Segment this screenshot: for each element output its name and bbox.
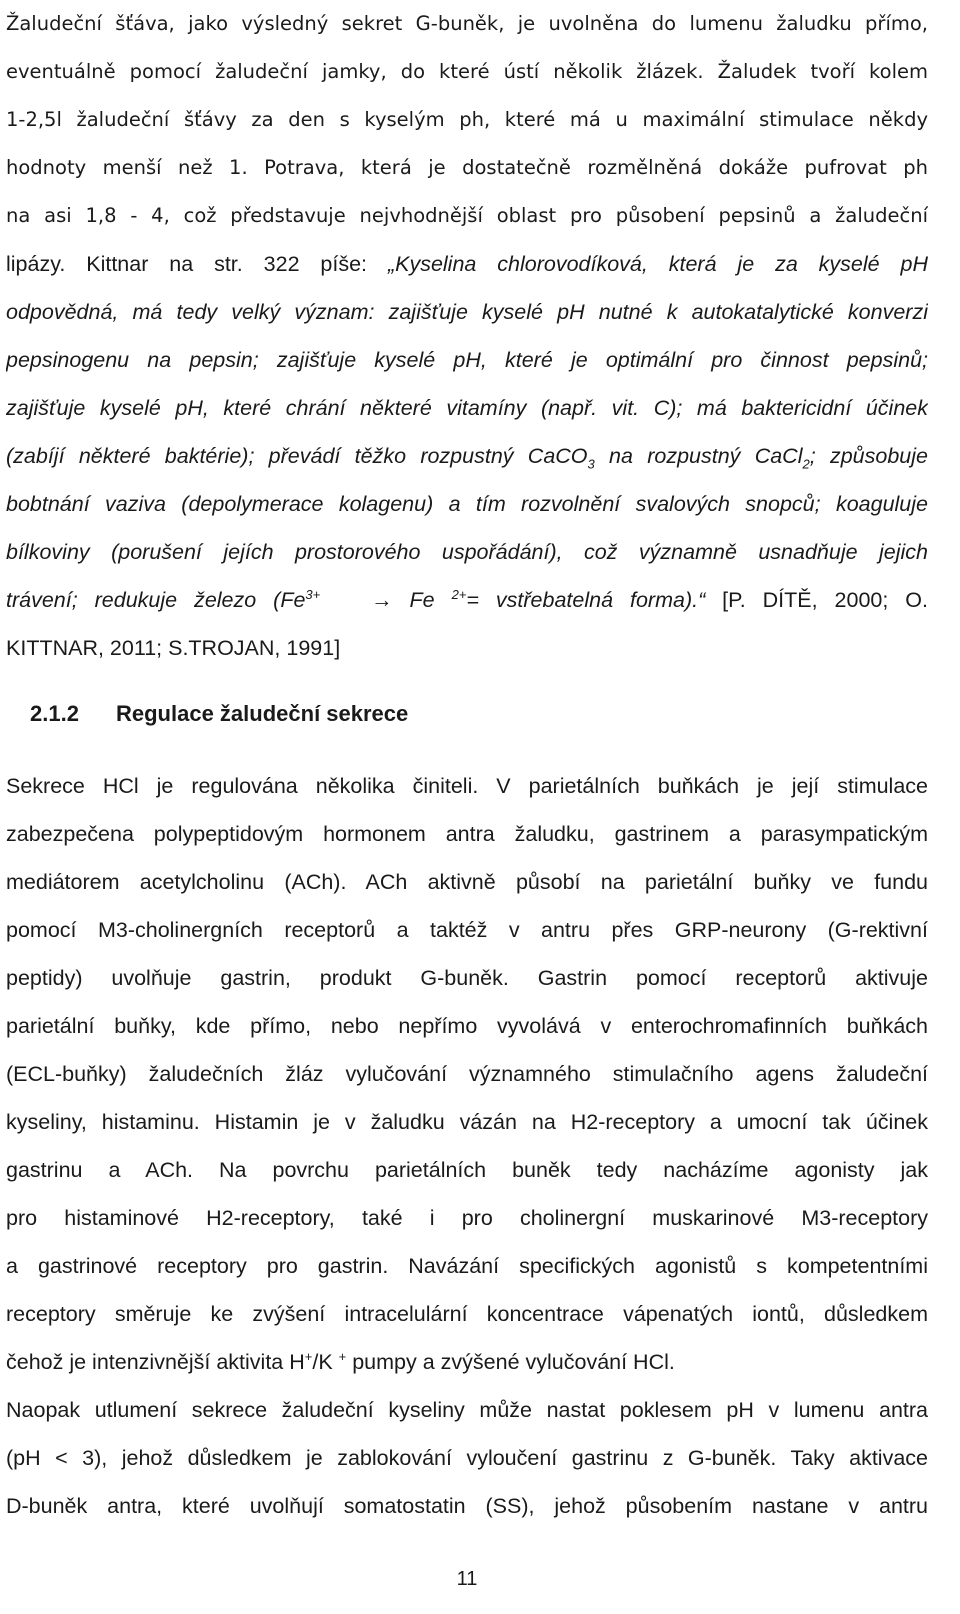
superscript: + (304, 1348, 313, 1364)
page-number: 11 (456, 1568, 478, 1590)
quote-line (6, 576, 928, 624)
quote-line: bobtnání vaziva (depolymerace kolagenu) a tím rozvolnění svalových snopců; koaguluje (6, 492, 928, 516)
citation-line: KITTNAR, 2011; S.TROJAN, 1991] (6, 636, 341, 660)
quote-line: odpovědná, má tedy velký význam: zajišťuje kyselé pH nutné k autokatalytické konverzi (6, 300, 928, 324)
quote-line (6, 432, 928, 480)
paragraph-gastric-juice (6, 0, 928, 672)
text-line (6, 240, 928, 288)
text-line: hodnoty menší než 1. Potrava, která je dostatečně rozmělněná dokáže pufrovat ph (6, 156, 928, 179)
text-part: čehož je intenzivnější aktivita H (6, 1350, 305, 1374)
subscript: 3 (587, 456, 595, 472)
subscript: 2 (802, 456, 810, 472)
text-line: pro histaminové H2-receptory, také i pro cholinergní muskarinové M3-receptory (6, 1206, 928, 1230)
quote-line: bílkoviny (porušení jejích prostorového uspořádání), což významně usnadňuje jejich (6, 540, 928, 564)
text-line: na asi 1,8 - 4, což představuje nejvhodnější oblast pro působení pepsinů a žaludeční (6, 204, 928, 227)
quote-line: zajišťuje kyselé pH, které chrání některé vitamíny (např. vit. C); má baktericidní účinek (6, 396, 928, 420)
paragraph-hcl-regulation (6, 762, 928, 1386)
text-line: kyseliny, histaminu. Histamin je v žaludku vázán na H2-receptory a umocní tak účinek (6, 1110, 928, 1134)
text-line: gastrinu a ACh. Na povrchu parietálních buněk tedy nacházíme agonisty jak (6, 1158, 928, 1182)
paragraph-inhibition (6, 1386, 928, 1530)
text-line: eventuálně pomocí žaludeční jamky, do které ústí několik žlázek. Žaludek tvoří kolem (6, 60, 928, 83)
text-line: (ECL-buňky) žaludečních žláz vylučování významného stimulačního agens žaludeční (6, 1062, 928, 1086)
superscript: 3+ (305, 586, 321, 602)
text-part: = vstřebatelná forma).“ (466, 588, 706, 612)
text-line: Sekrece HCl je regulována několika činiteli. V parietálních buňkách je její stimulace (6, 774, 928, 798)
quote-start: „Kyselina chlorovodíková, která je za kyselé pH (387, 252, 928, 276)
text-line: receptory směruje ke zvýšení intracelulární koncentrace vápenatých iontů, důsledkem (6, 1302, 928, 1326)
citation: [P. DÍTĚ, 2000; O. (705, 588, 928, 612)
text-line: (pH < 3), jehož důsledkem je zablokování vyloučení gastrinu z G-buněk. Taky aktivace (6, 1446, 928, 1470)
text-line: parietální buňky, kde přímo, nebo nepřímo vyvolává v enterochromafinních buňkách (6, 1014, 928, 1038)
text-line: Žaludeční šťáva, jako výsledný sekret G-buněk, je uvolněna do lumenu žaludku přímo, (6, 12, 928, 35)
text-line: a gastrinové receptory pro gastrin. Navázání specifických agonistů s kompetentními (6, 1254, 928, 1278)
text-line: Naopak utlumení sekrece žaludeční kyseliny může nastat poklesem pH v lumenu antra (6, 1398, 928, 1422)
quote-line: pepsinogenu na pepsin; zajišťuje kyselé pH, které je optimální pro činnost pepsinů; (6, 348, 928, 372)
section-title: Regulace žaludeční sekrece (116, 701, 409, 726)
section-number: 2.1.2 (30, 701, 79, 726)
arrow-right-icon: → (371, 588, 393, 612)
text-line: 1-2,5l žaludeční šťávy za den s kyselým ph, které má u maximální stimulace někdy (6, 108, 928, 131)
text-part: na rozpustný CaCl (594, 444, 803, 468)
superscript: + (338, 1348, 347, 1364)
text-part: pumpy a zvýšené vylučování HCl. (346, 1350, 675, 1374)
text-part: /K (312, 1350, 339, 1374)
text-part: ; způsobuje (809, 444, 928, 468)
text-line: zabezpečena polypeptidovým hormonem antra žaludku, gastrinem a parasympatickým (6, 822, 928, 846)
text-line: peptidy) uvolňuje gastrin, produkt G-buněk. Gastrin pomocí receptorů aktivuje (6, 966, 928, 990)
section-heading (30, 690, 408, 738)
text-part: Fe (392, 588, 452, 612)
text-part: trávení; redukuje železo (Fe (6, 588, 306, 612)
text-line: mediátorem acetylcholinu (ACh). ACh aktivně působí na parietální buňky ve fundu (6, 870, 928, 894)
text-plain: lipázy. Kittnar na str. 322 píše: (6, 252, 388, 276)
text-line: pomocí M3-cholinergních receptorů a taktéž v antru přes GRP-neurony (G-rektivní (6, 918, 928, 942)
text-line: D-buněk antra, které uvolňují somatostatin (SS), jehož působením nastane v antru (6, 1494, 928, 1518)
superscript: 2+ (451, 586, 467, 602)
text-part: (zabíjí některé baktérie); převádí těžko rozpustný CaCO (6, 444, 588, 468)
text-line (6, 1338, 928, 1386)
